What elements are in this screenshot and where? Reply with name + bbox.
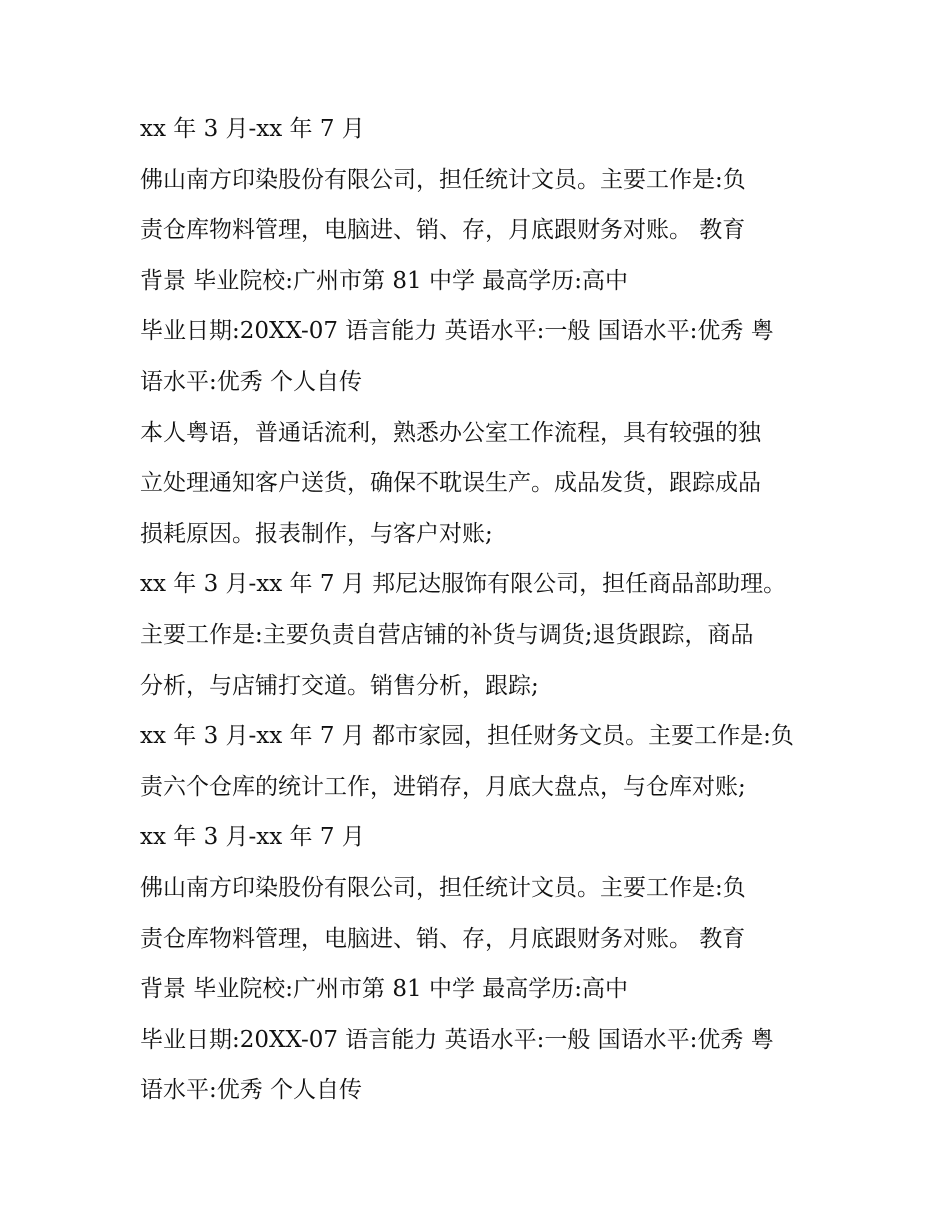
text-line: 背景 毕业院校:广州市第 81 中学 最高学历:高中	[140, 267, 629, 294]
text-line: 毕业日期:20XX-07 语言能力 英语水平:一般 国语水平:优秀 粤	[140, 318, 774, 345]
text-line: 分析，与店铺打交道。销售分析，跟踪;	[140, 672, 539, 699]
text-line: 责六个仓库的统计工作，进销存，月底大盘点，与仓库对账;	[140, 773, 746, 800]
text-line: xx 年 3 月-xx 年 7 月	[140, 824, 365, 851]
text-line: 责仓库物料管理，电脑进、销、存，月底跟财务对账。 教育	[140, 925, 746, 952]
text-line: 本人粤语，普通话流利，熟悉办公室工作流程，具有较强的独	[140, 419, 761, 446]
text-line: 背景 毕业院校:广州市第 81 中学 最高学历:高中	[140, 976, 629, 1003]
document-page	[140, 104, 820, 1116]
text-line: 立处理通知客户送货，确保不耽误生产。成品发货，跟踪成品	[140, 470, 761, 497]
text-line: 责仓库物料管理，电脑进、销、存，月底跟财务对账。 教育	[140, 217, 746, 244]
text-line: 语水平:优秀 个人自传	[140, 1077, 363, 1104]
text-line: 毕业日期:20XX-07 语言能力 英语水平:一般 国语水平:优秀 粤	[140, 1026, 774, 1053]
text-line: xx 年 3 月-xx 年 7 月 邦尼达服饰有限公司，担任商品部助理。	[140, 571, 787, 598]
text-line: 损耗原因。报表制作，与客户对账;	[140, 520, 493, 547]
text-line: xx 年 3 月-xx 年 7 月	[140, 116, 365, 142]
text-line: 主要工作是:主要负责自营店铺的补货与调货;退货跟踪，商品	[140, 621, 754, 648]
text-line: 佛山南方印染股份有限公司，担任统计文员。主要工作是:负	[140, 166, 746, 193]
text-line: xx 年 3 月-xx 年 7 月 都市家园，担任财务文员。主要工作是:负	[140, 723, 794, 750]
text-line: 语水平:优秀 个人自传	[140, 368, 363, 395]
text-line: 佛山南方印染股份有限公司，担任统计文员。主要工作是:负	[140, 874, 746, 901]
